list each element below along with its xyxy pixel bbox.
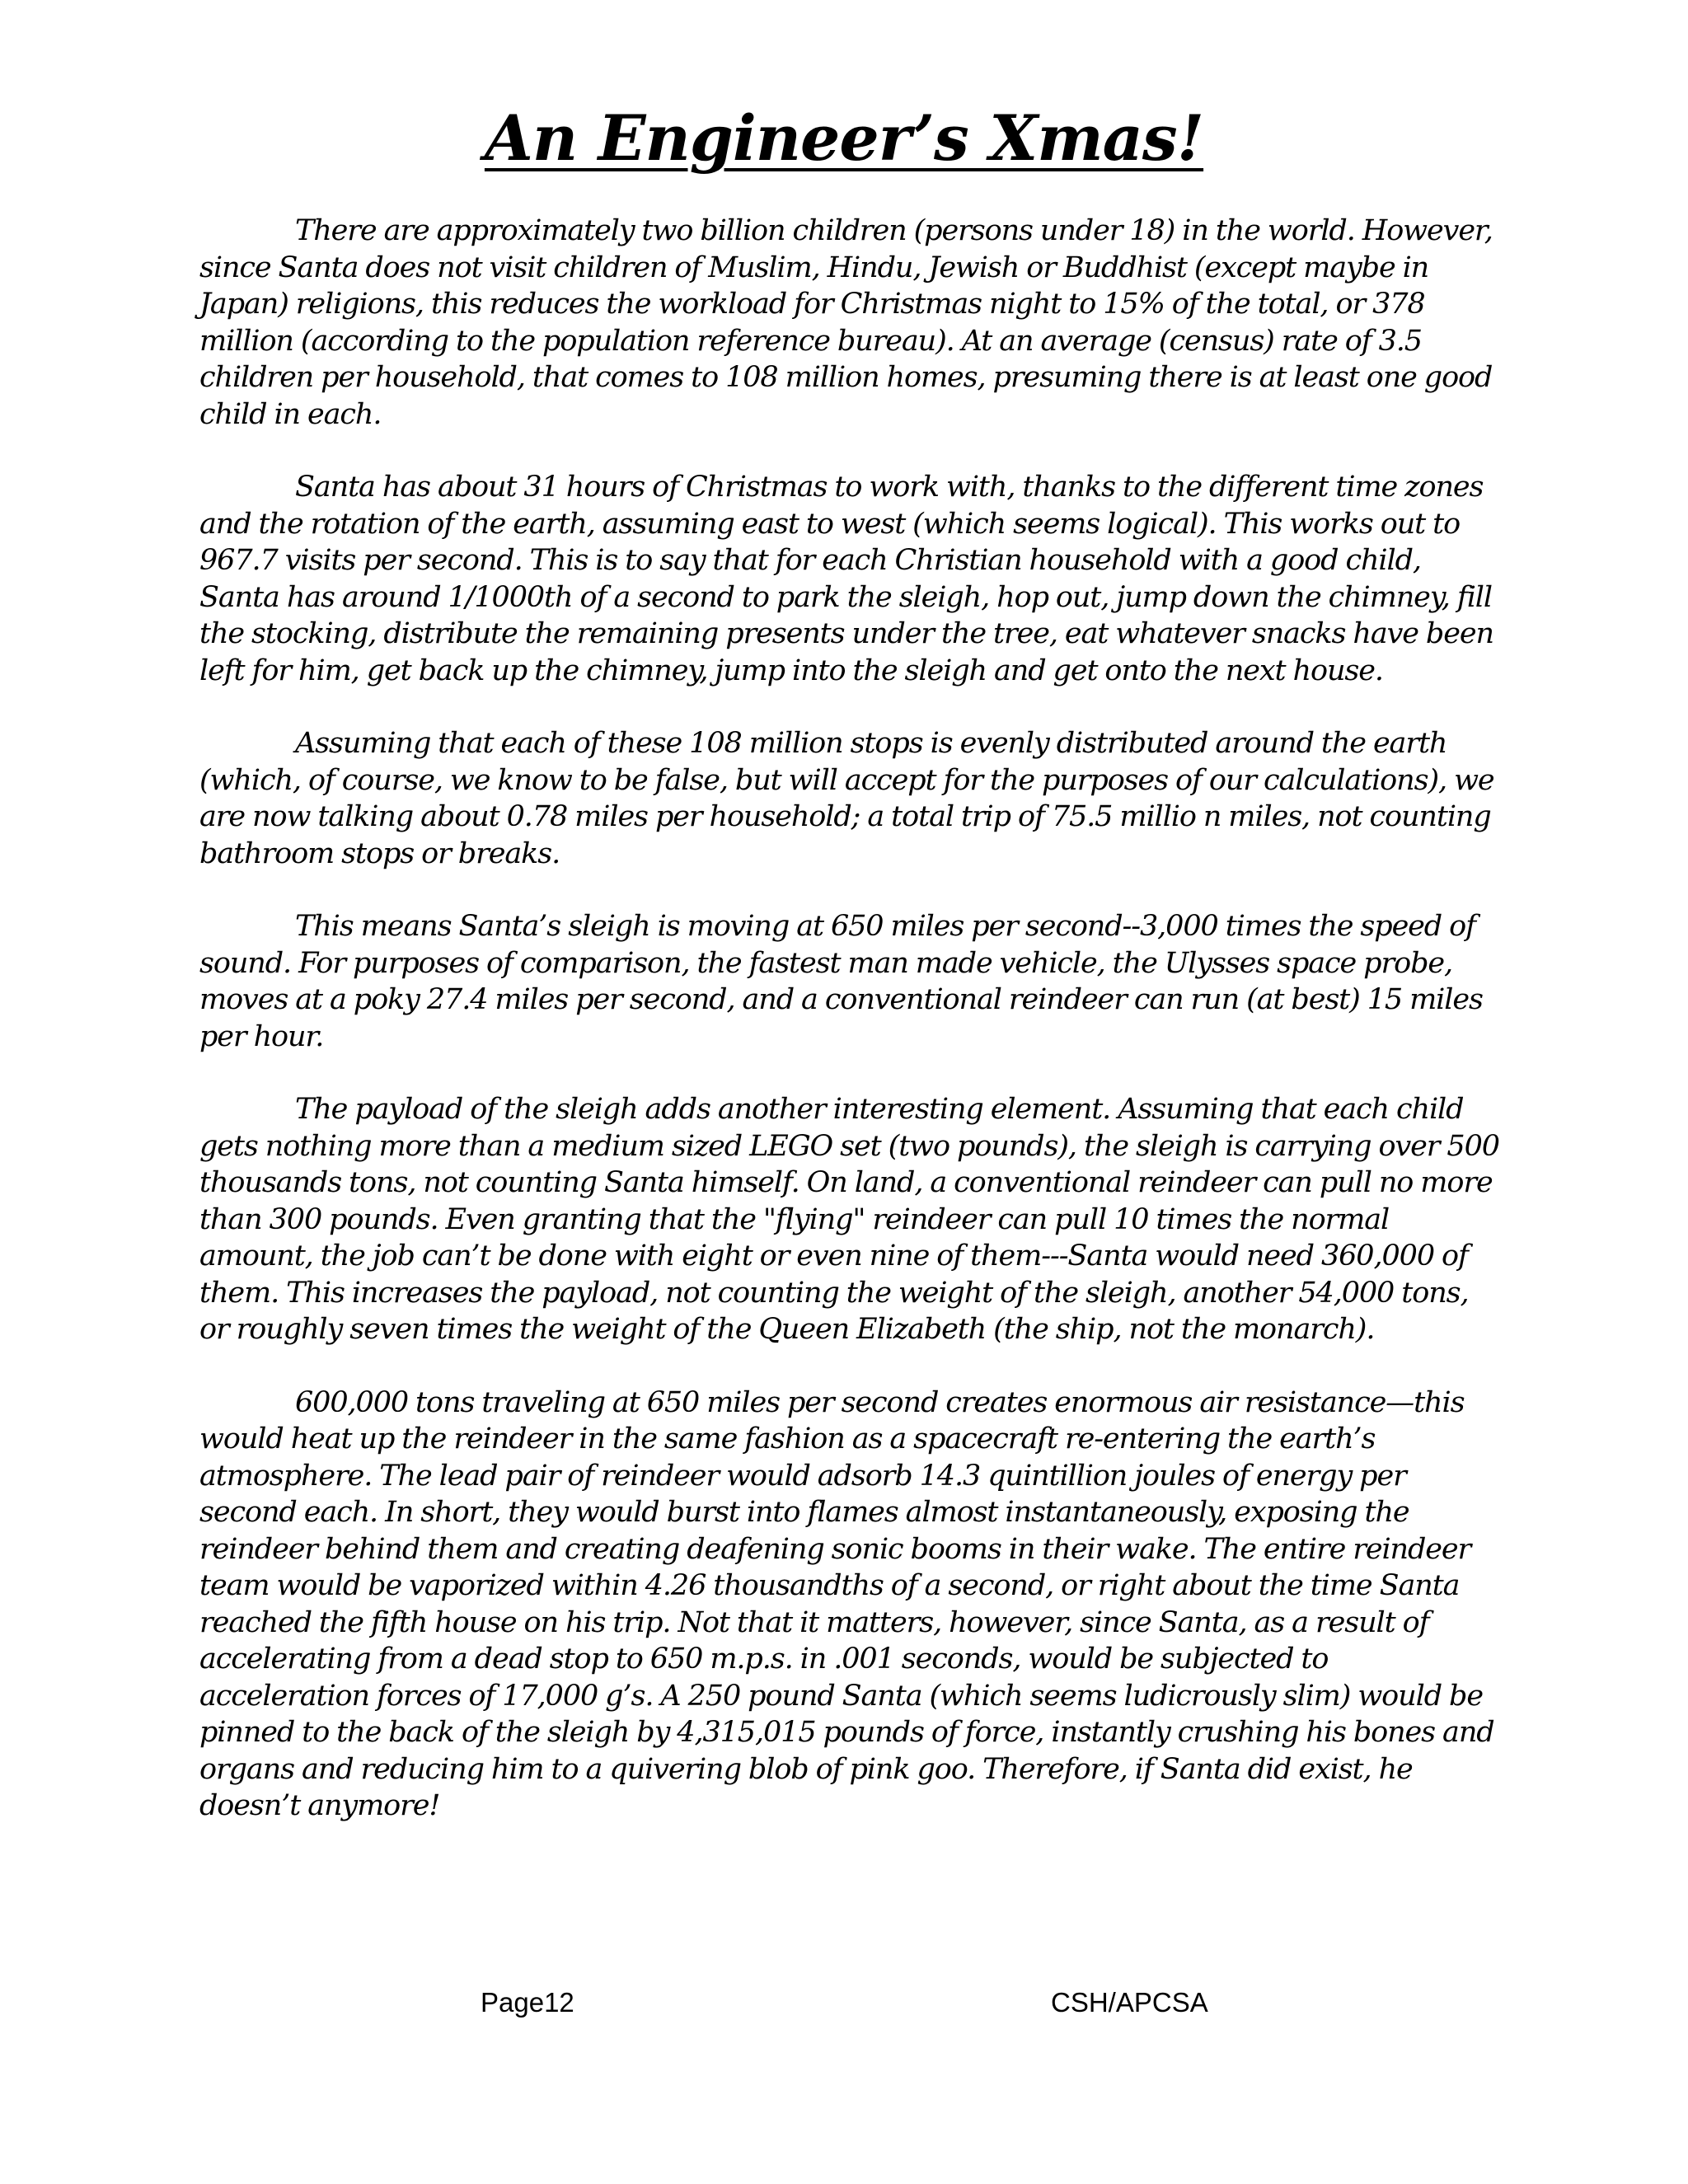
paragraph-visits-per-second: Santa has about 31 hours of Christmas to work with, thanks to the different time zones and the rotation of the earth, assuming east to west (which seems logical). This works out to 967.7 visits per second. This is to say that for each Christian household with a good child, Santa has around 1/1000th of a second to park the sleigh, hop out, jump down the chimney, fill the stocking, distribute the remaining presents under the tree, eat whatever snacks have been left for him, get back up the chimney, jump into the sleigh and get onto the next house.: [199, 471, 1493, 687]
document-body: [199, 213, 1502, 1861]
paragraph-sleigh-speed: This means Santa’s sleigh is moving at 650 miles per second--3,000 times the speed of sound. For purposes of comparison, the fastest man made vehicle, the Ulysses space probe, moves at a poky 27.4 miles per second, and a conventional reindeer can run (at best) 15 miles per hour.: [199, 910, 1483, 1053]
footer-course-code: CSH/APCSA: [1051, 1987, 1208, 2018]
paragraph-children-count: There are approximately two billion children (persons under 18) in the world. However, since Santa does not visit children of Muslim, Hindu, Jewish or Buddhist (except maybe in Japan) religions, this reduces the workload for Christmas night to 15% of the total, or 378 million (according to the population reference bureau). At an average (census) rate of 3.5 children per household, that comes to 108 million homes, presuming there is at least one good child in each.: [199, 214, 1493, 431]
paragraph-trip-distance: Assuming that each of these 108 million stops is evenly distributed around the earth (which, of course, we know to be false, but will accept for the purposes of our calculations), we are now talking about 0.78 miles per household; a total trip of 75.5 millio n miles, not counting bathroom stops or breaks.: [199, 727, 1494, 870]
paragraph-payload: The payload of the sleigh adds another interesting element. Assuming that each child gets nothing more than a medium sized LEGO set (two pounds), the sleigh is carrying over 500 thousands tons, not counting Santa himself. On land, a conventional reindeer can pull no more than 300 pounds. Even granting that the "flying" reindeer can pull 10 times the normal amount, the job can’t be done with eight or even nine of them---Santa would need 360,000 of them. This increases the payload, not counting the weight of the sleigh, another 54,000 tons, or roughly seven times the weight of the Queen Elizabeth (the ship, not the monarch).: [199, 1093, 1499, 1346]
footer-page-number: Page12: [481, 1987, 574, 2018]
paragraph-air-resistance: 600,000 tons traveling at 650 miles per second creates enormous air resistance—this would heat up the reindeer in the same fashion as a spacecraft re-entering the earth’s atmosphere. The lead pair of reindeer would adsorb 14.3 quintillion joules of energy per second each. In short, they would burst into flames almost instantaneously, exposing the reindeer behind them and creating deafening sonic booms in their wake. The entire reindeer team would be vaporized within 4.26 thousandths of a second, or right about the time Santa reached the fifth house on his trip. Not that it matters, however, since Santa, as a result of accelerating from a dead stop to 650 m.p.s. in .001 seconds, would be subjected to acceleration forces of 17,000 g’s. A 250 pound Santa (which seems ludicrously slim) would be pinned to the back of the sleigh by 4,315,015 pounds of force, instantly crushing his bones and organs and reducing him to a quivering blob of pink goo. Therefore, if Santa did exist, he doesn’t anymore!: [199, 1385, 1494, 1822]
document-title: An Engineer’s Xmas!: [484, 101, 1204, 175]
